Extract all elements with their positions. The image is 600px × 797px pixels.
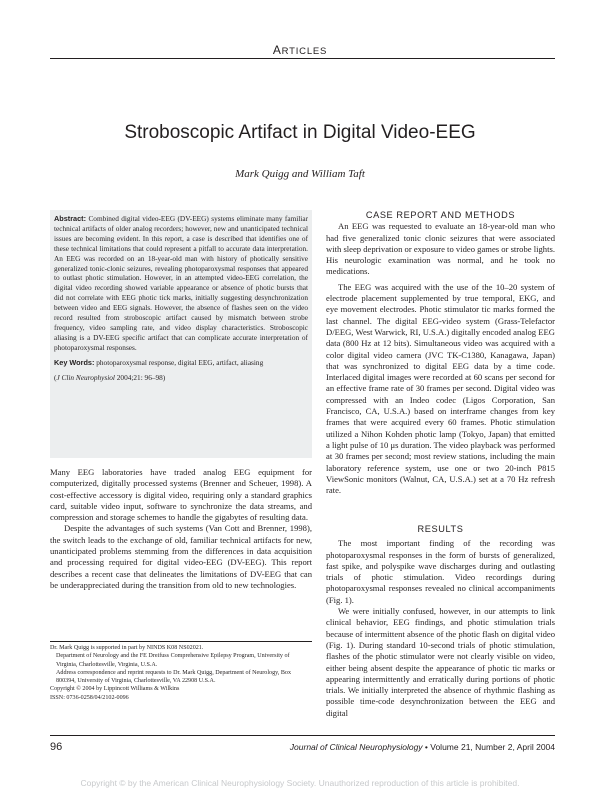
journal-issue: • Volume 21, Number 2, April 2004 (424, 742, 555, 752)
footnote-correspondence: Address correspondence and reprint requests to Dr. Mark Quigg, Department of Neurology, Box 800394, University of Virginia, Charlottesville, VA 22908 U.S.A. (56, 669, 291, 685)
footnote-rule (50, 641, 312, 642)
case-report-section (326, 210, 555, 496)
header-rule (50, 58, 555, 59)
section-header (0, 43, 600, 57)
footnote-issn: ISSN: 0736-0258/04/2102-0096 (50, 694, 129, 701)
footnote-copyright: Copyright © 2004 by Lippincott Williams & Wilkins (50, 686, 180, 693)
citation-line (54, 373, 308, 383)
case-report-heading: CASE REPORT AND METHODS (365, 210, 516, 220)
results-section (326, 524, 555, 719)
intro-paragraph: Many EEG laboratories have traded analog EEG equipment for computerized, digitally processed systems (Brenner and Scheuer, 1998). A cost-effective accessory is digital video, requiring only a standard graphics card, suitable video input, software to synchronize the data streams, and compression and storage schemes to handle the gigabytes of resulting data. (50, 467, 312, 523)
article-authors: Mark Quigg and William Taft (235, 168, 365, 180)
section-header-initial: A (272, 43, 282, 57)
results-paragraph: The most important finding of the recording was photoparoxysmal responses in the form of bursts of generalized, fast spike, and polyspike wave discharges during and outlasting trials of photic stimulation. Video recordings during photoparoxysmal responses revealed no clinical accompaniments (Fig. 1). (326, 538, 555, 605)
citation-details: 2004;21: 96–98) (116, 372, 166, 382)
abstract-label: Abstract: (54, 214, 87, 223)
abstract-text: Combined digital video-EEG (DV-EEG) systems eliminate many familiar technical artifacts of older analog recorders; however, new and unanticipated technical issues are becoming evident. In this report, a case is described that identifies one of these technical limitations that could represent a pitfall to accurate data interpretation. An EEG was recorded on an 18-year-old man with history of photically sensitive generalized tonic-clonic seizures, revealing photoparoxysmal responses that appeared to outlast photic stimulation. However, in an attempted video-EEG correlation, the digital video recording showed variable appearance or absence of photic bursts that did not correlate with EEG photic tick marks, initially suggesting desynchronization between video and EEG signals. However, the absence of flashes seen on the video record resulted from stroboscopic artifact caused by mismatch between strobe frequency, video sampling rate, and video display characteristics. Stroboscopic aliasing is a DV-EEG specific artifact that can complicate accurate interpretation of photoparoxysmal responses. (54, 214, 308, 352)
journal-name: Journal of Clinical Neurophysiology (289, 742, 423, 752)
intro-paragraph: Despite the advantages of such systems (Van Cott and Brenner, 1998), the switch leads to the exchange of old, familiar technical artifacts for new, unanticipated problems stemming from the differences in data acquisition and processing required for digital video-EEG (DV-EEG). This report describes a recent case that delineates the limitations of DV-EEG that can be underappreciated during the transition from old to new technologies. (50, 523, 312, 590)
page-number: 96 (50, 741, 63, 753)
intro-text (50, 467, 312, 591)
case-report-paragraph: The EEG was acquired with the use of the 10–20 system of electrode placement supplemented by true temporal, EKG, and eye movement electrodes. Photic stimulator tic marks formed the last channel. The digital EEG-video system (Grass-Telefactor D/EEG, West Warwick, RI, U.S.A.) digitally encoded analog EEG data (800 Hz at 12 bits). Simultaneous video was acquired with a color digital video camera (JVC TK-C1380, Kanagawa, Japan) that was synchronized to digital EEG data by a time code. Interlaced digital images were recorded at 60 scans per second for an effective frame rate of 30 frames per second. Digital video was compressed with an Indeo codec (Ligos Corporation, San Francisco, CA, U.S.A.) based on interframe changes from key frames that were acquired every 60 frames. Photic stimulation utilized a Nihon Kohden photic lamp (Tokyo, Japan) that emitted a light pulse of 10 μs duration. The video playback was performed at 30 frames per second; most review stations, including the main laboratory reference system, use one or two 20-inch P815 ViewSonic monitors (Walnut, CA, U.S.A.) set at a 70 Hz refresh rate. (326, 281, 555, 496)
footer-rule (50, 735, 555, 736)
footnote-funding: Dr. Mark Quigg is supported in part by NINDS K08 NS02021. (50, 645, 204, 651)
abstract-paragraph (54, 214, 308, 353)
footnotes (50, 644, 312, 702)
results-heading: RESULTS (417, 524, 464, 534)
keywords-text: photoparoxysmal response, digital EEG, artifact, aliasing (96, 357, 264, 367)
keywords-paragraph (54, 358, 308, 368)
section-header-rest: RTICLES (281, 46, 328, 57)
case-report-paragraph: An EEG was requested to evaluate an 18-year-old man who had five generalized tonic clonic seizures that were associated with sleep deprivation or exposure to video games or strobe lights. His neurologic examination was normal, and he took no medications. (326, 221, 555, 277)
citation-open: ( (54, 372, 57, 382)
article-title: Stroboscopic Artifact in Digital Video-EEG (124, 122, 476, 143)
journal-footer (290, 742, 555, 752)
citation-journal: J Clin Neurophysiol (56, 372, 115, 382)
copyright-watermark: Copyright © by the American Clinical Neurophysiology Society. Unauthorized reproduction of this article is prohibited. (80, 778, 520, 788)
keywords-label: Key Words: (54, 357, 95, 367)
footnote-affiliation: Department of Neurology and the FE Dreifuss Comprehensive Epilepsy Program, University of Virginia, Charlottesville, Virginia, U.S.A. (56, 653, 290, 668)
abstract-box (50, 210, 312, 458)
results-paragraph: We were initially confused, however, in our attempts to link clinical behavior, EEG findings, and photic stimulation trials because of intermittent absence of the photic flash on digital video (Fig. 1). During standard 10-second trials of photic stimulation, flashes of the photic stimulator were not clearly visible on video, either being absent despite the appearance of photic tic marks or appearing intermittently and erratically during portions of photic trials. We initially interpreted the absence of rhythmic flashing as possible time-code desynchronization between the EEG and digital (326, 606, 555, 718)
